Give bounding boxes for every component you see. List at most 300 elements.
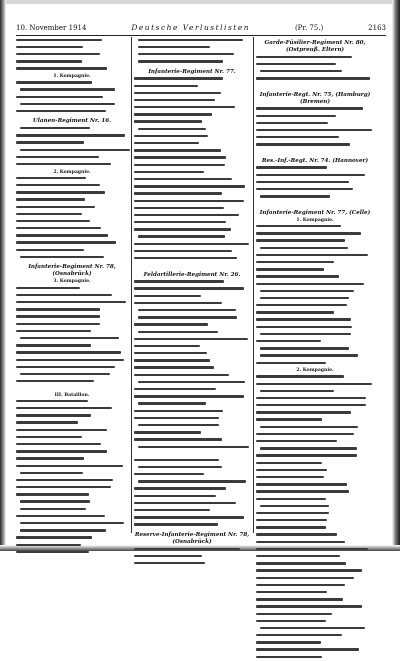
column-right — [256, 37, 374, 535]
illegible-text — [138, 316, 237, 318]
casualty-entry-line — [134, 424, 250, 430]
illegible-text — [138, 331, 218, 333]
casualty-entry-line — [256, 143, 374, 149]
illegible-text — [256, 641, 321, 643]
illegible-text — [256, 512, 329, 514]
illegible-text — [256, 454, 357, 456]
illegible-text — [256, 498, 326, 500]
illegible-text — [260, 70, 342, 72]
illegible-text — [16, 450, 107, 452]
casualty-entry-line — [256, 122, 374, 128]
casualty-entry-line — [16, 429, 128, 435]
casualty-entry-line — [134, 164, 250, 170]
illegible-text — [134, 555, 202, 557]
casualty-entry-line — [16, 472, 128, 478]
casualty-entry-line — [134, 287, 250, 293]
regiment-heading: Feldartillerie-Regiment Nr. 26. — [143, 271, 241, 278]
illegible-text — [134, 562, 205, 564]
unit-subheading: 3. Kompagnie. — [53, 279, 91, 285]
illegible-text — [138, 128, 206, 130]
casualty-entry-line — [134, 323, 250, 329]
casualty-entry-line — [256, 605, 374, 611]
illegible-text — [16, 421, 78, 423]
illegible-text — [134, 99, 215, 101]
casualty-entry-line — [256, 598, 374, 604]
illegible-text — [256, 143, 350, 145]
casualty-entry-line — [16, 294, 128, 300]
illegible-text — [138, 480, 246, 482]
illegible-text — [134, 257, 237, 259]
casualty-entry-line — [256, 166, 374, 172]
illegible-text — [260, 505, 329, 507]
casualty-entry-line — [256, 188, 374, 194]
casualty-entry-line — [256, 533, 374, 539]
illegible-text — [16, 351, 121, 353]
illegible-text — [134, 214, 239, 216]
column-left — [16, 37, 128, 535]
casualty-entry-line — [16, 227, 128, 233]
casualty-entry-line — [16, 184, 128, 190]
casualty-entry-line — [256, 195, 374, 201]
casualty-entry-line — [256, 283, 374, 289]
illegible-text — [20, 337, 119, 339]
casualty-entry-line — [256, 426, 374, 432]
casualty-entry-line — [134, 548, 250, 554]
illegible-text — [138, 39, 243, 41]
casualty-entry-line — [134, 120, 250, 126]
casualty-entry-line — [16, 141, 128, 147]
illegible-text — [256, 648, 359, 650]
illegible-text — [134, 243, 249, 245]
section-gap — [256, 201, 374, 207]
illegible-text — [256, 591, 327, 593]
illegible-text — [16, 163, 111, 165]
casualty-entry-line — [16, 249, 128, 255]
illegible-text — [20, 522, 124, 524]
casualty-entry-line — [134, 156, 250, 162]
casualty-entry-line — [134, 388, 250, 394]
illegible-text — [256, 318, 351, 320]
illegible-text — [256, 569, 362, 571]
casualty-entry-line — [16, 213, 128, 219]
illegible-text — [256, 476, 324, 478]
illegible-text — [138, 424, 219, 426]
illegible-text — [138, 381, 245, 383]
casualty-entry-line — [16, 103, 128, 109]
illegible-text — [138, 402, 206, 404]
illegible-text — [16, 457, 84, 459]
illegible-text — [260, 390, 334, 392]
illegible-text — [134, 516, 244, 518]
illegible-text — [256, 232, 361, 234]
casualty-entry-line — [134, 250, 250, 256]
header-page-number: 2163 — [368, 24, 386, 32]
casualty-entry-line — [134, 85, 250, 91]
illegible-text — [16, 110, 106, 112]
casualty-entry-line — [16, 315, 128, 321]
illegible-text — [20, 127, 90, 129]
illegible-text — [256, 397, 366, 399]
casualty-entry-line — [16, 400, 128, 406]
casualty-entry-line — [16, 220, 128, 226]
illegible-text — [256, 605, 362, 607]
illegible-text — [256, 225, 341, 227]
casualty-entry-line — [16, 308, 128, 314]
casualty-entry-line — [256, 569, 374, 575]
unit-subheading: 2. Kompagnie. — [296, 368, 334, 374]
illegible-text — [134, 410, 223, 412]
illegible-text — [16, 436, 82, 438]
casualty-entry-line — [134, 395, 250, 401]
illegible-text — [256, 375, 344, 377]
illegible-text — [256, 188, 353, 190]
casualty-entry-line — [16, 234, 128, 240]
illegible-text — [16, 191, 105, 193]
casualty-entry-line — [256, 526, 374, 532]
casualty-entry-line — [134, 509, 250, 515]
illegible-text — [20, 508, 86, 510]
illegible-text — [256, 107, 363, 109]
casualty-entry-line — [256, 555, 374, 561]
illegible-text — [20, 103, 115, 105]
illegible-text — [134, 352, 207, 354]
casualty-entry-line — [256, 254, 374, 260]
unit-subheading: 2. Kompagnie. — [53, 169, 91, 175]
illegible-text — [16, 380, 94, 382]
illegible-text — [138, 309, 236, 311]
casualty-entry-line — [256, 418, 374, 424]
illegible-text — [256, 562, 346, 564]
illegible-text — [256, 136, 339, 138]
illegible-text — [134, 113, 212, 115]
casualty-entry-line — [256, 340, 374, 346]
section-gap — [256, 149, 374, 155]
illegible-text — [134, 366, 214, 368]
casualty-entry-line — [16, 206, 128, 212]
illegible-text — [16, 407, 112, 409]
casualty-entry-line — [16, 156, 128, 162]
casualty-entry-line — [16, 241, 128, 247]
casualty-entry-line — [134, 410, 250, 416]
casualty-entry-line — [256, 225, 374, 231]
regiment-heading: Garde-Füsilier-Regiment Nr. 80, (Ostpreuß. Eltern) — [264, 40, 366, 53]
illegible-text — [256, 362, 326, 364]
casualty-entry-line — [134, 502, 250, 508]
casualty-entry-line — [256, 498, 374, 504]
illegible-text — [256, 340, 321, 342]
illegible-text — [256, 77, 370, 79]
casualty-entry-line — [256, 362, 374, 368]
illegible-text — [134, 142, 199, 144]
illegible-text — [134, 509, 210, 511]
casualty-entry-line — [256, 627, 374, 633]
casualty-entry-line — [256, 347, 374, 353]
illegible-text — [256, 275, 339, 277]
illegible-text — [16, 39, 102, 41]
illegible-text — [20, 149, 130, 151]
illegible-text — [256, 469, 327, 471]
illegible-text — [260, 195, 330, 197]
casualty-entry-line — [16, 414, 128, 420]
casualty-entry-line — [16, 515, 128, 521]
illegible-text — [134, 250, 232, 252]
casualty-entry-line — [134, 295, 250, 301]
illegible-text — [256, 122, 328, 124]
illegible-text — [138, 60, 223, 62]
illegible-text — [20, 529, 106, 531]
casualty-entry-line — [134, 495, 250, 501]
casualty-entry-line — [134, 99, 250, 105]
casualty-entry-line — [16, 177, 128, 183]
casualty-entry-line — [256, 454, 374, 460]
illegible-text — [16, 443, 101, 445]
casualty-entry-line — [16, 134, 128, 140]
casualty-entry-line — [134, 192, 250, 198]
casualty-entry-line — [134, 214, 250, 220]
header-date: 10. November 1914 — [16, 24, 87, 32]
illegible-text — [16, 177, 86, 179]
illegible-text — [256, 326, 352, 328]
casualty-entry-line — [256, 261, 374, 267]
page-header — [16, 23, 386, 36]
casualty-entry-line — [256, 297, 374, 303]
illegible-text — [16, 53, 100, 55]
casualty-entry-line — [134, 228, 250, 234]
casualty-entry-line — [256, 181, 374, 187]
casualty-entry-line — [16, 330, 128, 336]
illegible-text — [16, 213, 82, 215]
casualty-entry-line — [16, 544, 128, 550]
casualty-entry-line — [134, 135, 250, 141]
illegible-text — [256, 56, 352, 58]
casualty-entry-line — [256, 656, 374, 661]
casualty-entry-line — [134, 113, 250, 119]
illegible-text — [256, 174, 365, 176]
illegible-text — [16, 536, 92, 538]
illegible-text — [256, 239, 345, 241]
illegible-text — [16, 227, 101, 229]
casualty-entry-line — [134, 149, 250, 155]
casualty-entry-line — [16, 81, 128, 87]
casualty-entry-line — [256, 77, 374, 83]
casualty-entry-line — [16, 450, 128, 456]
casualty-entry-line — [134, 446, 250, 452]
illegible-text — [20, 500, 90, 502]
casualty-entry-line — [16, 373, 128, 379]
casualty-entry-line — [134, 235, 250, 241]
casualty-entry-line — [134, 309, 250, 315]
casualty-entry-line — [256, 63, 374, 69]
illegible-text — [16, 330, 91, 332]
casualty-entry-line — [16, 163, 128, 169]
illegible-text — [138, 235, 225, 237]
illegible-text — [16, 294, 112, 296]
illegible-text — [138, 46, 210, 48]
illegible-text — [256, 541, 345, 543]
illegible-text — [256, 584, 345, 586]
casualty-entry-line — [16, 46, 128, 52]
illegible-text — [16, 96, 103, 98]
illegible-text — [256, 598, 343, 600]
casualty-entry-line — [134, 459, 250, 465]
casualty-entry-line — [134, 221, 250, 227]
casualty-entry-line — [16, 198, 128, 204]
illegible-text — [16, 493, 89, 495]
illegible-text — [16, 184, 100, 186]
scan-top-edge — [0, 0, 400, 4]
illegible-text — [134, 287, 244, 289]
regiment-heading: Res.-Inf.-Regt. Nr. 74. (Hannover) — [261, 157, 369, 164]
illegible-text — [134, 323, 208, 325]
casualty-entry-line — [16, 149, 128, 155]
illegible-text — [260, 247, 348, 249]
casualty-entry-line — [16, 465, 128, 471]
casualty-entry-line — [256, 469, 374, 475]
header-issue: (Pr. 75.) — [294, 24, 324, 32]
casualty-entry-line — [256, 447, 374, 453]
header-title: Deutsche Verlustlisten — [131, 23, 251, 32]
illegible-text — [260, 297, 349, 299]
illegible-text — [134, 459, 219, 461]
illegible-text — [256, 268, 324, 270]
illegible-text — [16, 551, 89, 553]
casualty-entry-line — [256, 318, 374, 324]
scan-right-edge — [392, 0, 400, 551]
casualty-entry-line — [256, 397, 374, 403]
casualty-entry-line — [16, 127, 128, 133]
casualty-entry-line — [16, 479, 128, 485]
illegible-text — [256, 433, 354, 435]
illegible-text — [16, 141, 84, 143]
casualty-entry-line — [134, 142, 250, 148]
casualty-entry-line — [134, 473, 250, 479]
illegible-text — [134, 221, 226, 223]
casualty-entry-line — [256, 476, 374, 482]
illegible-text — [134, 207, 224, 209]
illegible-text — [256, 656, 322, 658]
casualty-entry-line — [16, 436, 128, 442]
casualty-entry-line — [134, 185, 250, 191]
casualty-entry-line — [16, 67, 128, 73]
illegible-text — [134, 164, 225, 166]
casualty-entry-line — [256, 232, 374, 238]
illegible-text — [256, 411, 351, 413]
illegible-text — [256, 634, 342, 636]
illegible-text — [260, 354, 358, 356]
illegible-text — [134, 228, 231, 230]
casualty-entry-line — [16, 366, 128, 372]
casualty-entry-line — [134, 374, 250, 380]
casualty-entry-line — [256, 634, 374, 640]
casualty-entry-line — [16, 536, 128, 542]
casualty-entry-line — [256, 433, 374, 439]
casualty-entry-line — [134, 53, 250, 59]
illegible-text — [134, 548, 240, 550]
casualty-entry-line — [16, 493, 128, 499]
regiment-heading: Ulanen-Regiment Nr. 16. — [32, 118, 112, 125]
illegible-text — [134, 473, 204, 475]
illegible-text — [134, 192, 222, 194]
illegible-text — [134, 523, 218, 525]
casualty-entry-line — [16, 60, 128, 66]
illegible-text — [16, 81, 92, 83]
casualty-entry-line — [256, 268, 374, 274]
casualty-entry-line — [16, 486, 128, 492]
casualty-entry-line — [16, 500, 128, 506]
casualty-entry-line — [16, 191, 128, 197]
illegible-text — [134, 359, 210, 361]
casualty-entry-line — [256, 505, 374, 511]
illegible-text — [134, 77, 223, 79]
casualty-entry-line — [256, 333, 374, 339]
casualty-entry-line — [256, 311, 374, 317]
casualty-entry-line — [16, 110, 128, 116]
casualty-entry-line — [134, 302, 250, 308]
casualty-entry-line — [256, 390, 374, 396]
illegible-text — [134, 120, 202, 122]
illegible-text — [16, 234, 108, 236]
scan-left-edge — [0, 0, 6, 551]
illegible-text — [16, 515, 105, 517]
casualty-entry-line — [134, 555, 250, 561]
illegible-text — [256, 404, 366, 406]
casualty-entry-line — [256, 548, 374, 554]
illegible-text — [256, 577, 354, 579]
casualty-entry-line — [16, 522, 128, 528]
illegible-text — [134, 156, 226, 158]
illegible-text — [134, 374, 229, 376]
illegible-text — [260, 426, 358, 428]
casualty-entry-line — [256, 375, 374, 381]
section-gap — [134, 263, 250, 269]
illegible-text — [256, 548, 368, 550]
illegible-text — [134, 200, 244, 202]
illegible-text — [256, 418, 322, 420]
illegible-text — [16, 134, 125, 136]
casualty-entry-line — [134, 46, 250, 52]
illegible-text — [138, 446, 249, 448]
column-divider — [253, 37, 254, 533]
illegible-text — [134, 495, 216, 497]
illegible-text — [16, 465, 123, 467]
illegible-text — [256, 283, 364, 285]
casualty-entry-line — [256, 591, 374, 597]
illegible-text — [134, 280, 224, 282]
casualty-entry-line — [134, 402, 250, 408]
illegible-text — [16, 486, 111, 488]
casualty-entry-line — [256, 440, 374, 446]
casualty-entry-line — [134, 316, 250, 322]
illegible-text — [256, 261, 334, 263]
unit-subheading: 1. Kompagnie. — [296, 217, 334, 223]
illegible-text — [134, 92, 221, 94]
casualty-entry-line — [134, 178, 250, 184]
illegible-text — [16, 359, 124, 361]
casualty-entry-line — [134, 523, 250, 529]
casualty-entry-line — [16, 407, 128, 413]
illegible-text — [260, 347, 349, 349]
illegible-text — [134, 487, 226, 489]
unit-subheading: III. Bataillon. — [54, 392, 90, 398]
casualty-entry-line — [256, 326, 374, 332]
casualty-entry-line — [134, 128, 250, 134]
casualty-entry-line — [16, 351, 128, 357]
illegible-text — [256, 304, 347, 306]
casualty-entry-line — [134, 438, 250, 444]
casualty-entry-line — [134, 366, 250, 372]
illegible-text — [138, 466, 222, 468]
casualty-entry-line — [256, 462, 374, 468]
